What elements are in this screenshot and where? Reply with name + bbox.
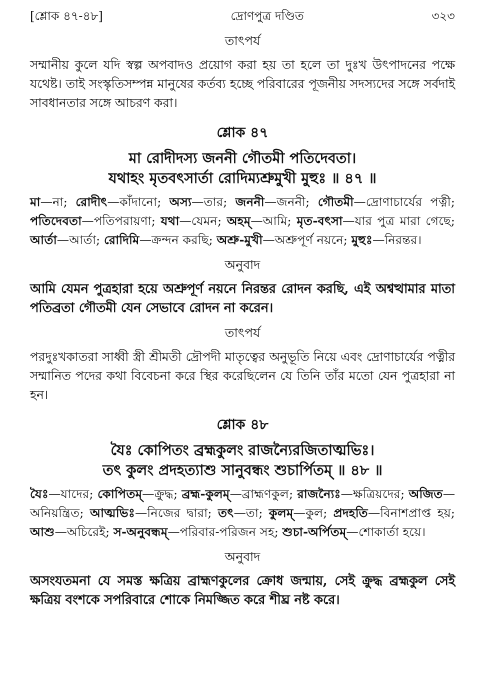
purport-heading: তাৎপর্য	[224, 33, 261, 48]
synonym-meaning: ক্রন্দন করছি	[151, 233, 209, 247]
synonym-word: প্রদহতি	[333, 506, 368, 520]
purport-heading: তাৎপর্য	[224, 325, 261, 340]
synonym-meaning: যেমন	[191, 214, 218, 228]
running-header	[30, 8, 455, 26]
synonym-meaning: আর্তা	[69, 233, 96, 247]
synonym-word: স-অনুবন্ধম্	[113, 525, 168, 539]
synonym-meaning: ক্ষত্রিয়দের	[352, 487, 401, 501]
synonym-word: কোপিতম্	[97, 487, 143, 501]
chapter-title: দ্রোণপুত্র দণ্ডিত	[230, 9, 304, 23]
synonym-meaning: ব্রাহ্মণকুল	[241, 487, 289, 501]
synonym-meaning: নিরন্তর।	[384, 233, 422, 247]
word-for-word: যৈঃ—যাদের; কোপিতম্—ক্রুদ্ধ; ব্রহ্ম-কুলম্—ব্রাহ্মণকুল; রাজন্যৈঃ—ক্ষত্রিয়দের; অজিত—অনিয়ন্ত্রিত; আত্মভিঃ—নিজের দ্বারা; তৎ—তা; কুলম্—কুল; প্রদহতি—বিনাশপ্রাপ্ত হয়; আশু—অচিরেই; স-অনুবন্ধম্—পরিবার-পরিজন সহ; শুচা-অর্পিতম্—শোকার্তা হয়ে।	[30, 487, 456, 539]
translation-heading: অনুবাদ	[224, 549, 261, 564]
synonym-meaning: জননী	[276, 195, 306, 209]
verse-heading: শ্লোক ৪৮	[216, 417, 269, 433]
verse-text	[30, 441, 455, 481]
synonym-meaning: তা	[245, 506, 259, 520]
synonym-meaning: পরিবার-পরিজন সহ	[179, 525, 275, 539]
synonym-meaning: কাঁদানো	[119, 195, 158, 209]
synonym-word: রোদিমি	[103, 233, 140, 247]
synonym-word: ব্রহ্ম-কুলম্	[181, 487, 230, 501]
synonym-word: পতিদেবতা	[30, 214, 82, 228]
synonym-word: রোদীৎ	[75, 195, 108, 209]
synonym-word: আত্মভিঃ	[89, 506, 135, 520]
verse-text	[30, 149, 455, 189]
translation-text: অসংযতমনা যে সমস্ত ক্ষত্রিয় ব্রাহ্মণকুলের ক্রোধ জন্মায়, সেই ক্রুদ্ধ ব্রহ্মকুল সেই ক্ষত্রিয় বংশকে সপরিবারে শোকে নিমজ্জিত করে শীঘ্র নষ্ট করে।	[30, 574, 455, 608]
translation-heading: অনুবাদ	[224, 257, 261, 272]
synonym-meaning: বিনাশপ্রাপ্ত হয়	[380, 506, 451, 520]
word-for-word: মা—না; রোদীৎ—কাঁদানো; অস্য—তার; জননী—জননী; গৌতমী—দ্রোণাচার্যের পত্নী; পতিদেবতা—পতিপরায়ণা; যথা—যেমন; অহম্—আমি; মৃত-বৎসা—যার পুত্র মারা গেছে; আর্তা—আর্তা; রোদিমি—ক্রন্দন করছি; অশ্রু-মুখী—অশ্রুপূর্ণ নয়নে; মুহুঃ—নিরন্তর।	[30, 195, 456, 247]
synonym-word: অজিত	[408, 487, 443, 501]
synonym-meaning: ক্রুদ্ধ	[154, 487, 174, 501]
verse-line: তৎ কুলং প্রদহত্যাশু সানুবন্ধং শুচার্পিতম্ ॥ ৪৮ ॥	[102, 462, 383, 479]
synonym-meaning: আমি	[262, 214, 288, 228]
synonym-word: অস্য	[169, 195, 192, 209]
synonym-meaning: তার	[203, 195, 224, 209]
verse-heading: শ্লোক ৪৭	[216, 125, 269, 141]
verse-line: যৈঃ কোপিতং ব্রহ্মকুলং রাজন্যৈরজিতাত্মভিঃ।	[110, 442, 375, 459]
synonym-word: তৎ	[218, 506, 234, 520]
synonym-meaning: দ্রোণাচার্যের পত্নী	[365, 195, 451, 209]
synonym-meaning: অশ্রুপূর্ণ নয়নে	[274, 233, 344, 247]
synonym-word: মা	[30, 195, 41, 209]
synonym-meaning: যাদের	[60, 487, 90, 501]
synonym-meaning: পতিপরায়ণা	[93, 214, 152, 228]
synonym-word: মুহুঃ	[351, 233, 373, 247]
synonym-meaning: অচিরেই	[66, 525, 106, 539]
synonym-word: যথা	[160, 214, 180, 228]
purport-text: পরদুঃখকাতরা সাধ্বী স্ত্রী শ্রীমতী দ্রৌপদী মাতৃত্বের অনুভূতি নিয়ে এবং দ্রোণাচার্যের পত্নীর সম্মানিত পদের কথা বিবেচনা করে স্থির করেছিলেন যে তিনি তাঁর মতো যেন পুত্রহারা না হন।	[30, 350, 455, 402]
synonym-word: জননী	[235, 195, 265, 209]
synonym-word: অহম্	[226, 214, 251, 228]
synonym-meaning: অনিয়ন্ত্রিত	[30, 506, 80, 520]
synonym-meaning: শোকার্তা হয়ে।	[358, 525, 426, 539]
purport-text: সম্মানীয় কুলে যদি স্বল্প অপবাদও প্রয়োগ করা হয় তা হলে তা দুঃখ উৎপাদনের পক্ষে যথেষ্ট। তাই সংস্কৃতিসম্পন্ন মানুষের কর্তব্য হচ্ছে পরিবারের পূজনীয় সদস্যদের সঙ্গে সর্বদাই সাবধানতার সঙ্গে আচরণ করা।	[30, 58, 455, 110]
synonym-word: যৈঃ	[30, 487, 49, 501]
synonym-meaning: নিজের দ্বারা	[147, 506, 208, 520]
synonym-word: আশু	[30, 525, 55, 539]
synonym-word: শুচা-অর্পিতম্	[282, 525, 347, 539]
synonym-meaning: যার পুত্র মারা গেছে	[354, 214, 451, 228]
verse-range: [শ্লোক ৪৭-৪৮]	[30, 9, 103, 23]
page-number: ৩২৩	[431, 9, 455, 23]
synonym-word: কুলম্	[268, 506, 294, 520]
synonym-meaning: না	[52, 195, 64, 209]
synonym-word: মৃত-বৎসা	[296, 214, 343, 228]
verse-line: মা রোদীদস্য জননী গৌতমী পতিদেবতা।	[128, 150, 357, 167]
synonym-word: আর্তা	[30, 233, 57, 247]
translation-text: আমি যেমন পুত্রহারা হয়ে অশ্রুপূর্ণ নয়নে নিরন্তর রোদন করছি, এই অশ্বত্থামার মাতা পতিব্রতা গৌতমী যেন সেভাবে রোদন না করেন।	[30, 282, 455, 316]
synonym-word: রাজন্যৈঃ	[297, 487, 341, 501]
synonym-meaning: কুল	[305, 506, 324, 520]
synonym-word: গৌতমী	[317, 195, 354, 209]
synonym-word: অশ্রু-মুখী	[216, 233, 263, 247]
verse-line: যথাহং মৃতবৎসার্তা রোদিম্যশ্রুমুখী মুহুঃ ॥ ৪৭ ॥	[108, 170, 377, 187]
